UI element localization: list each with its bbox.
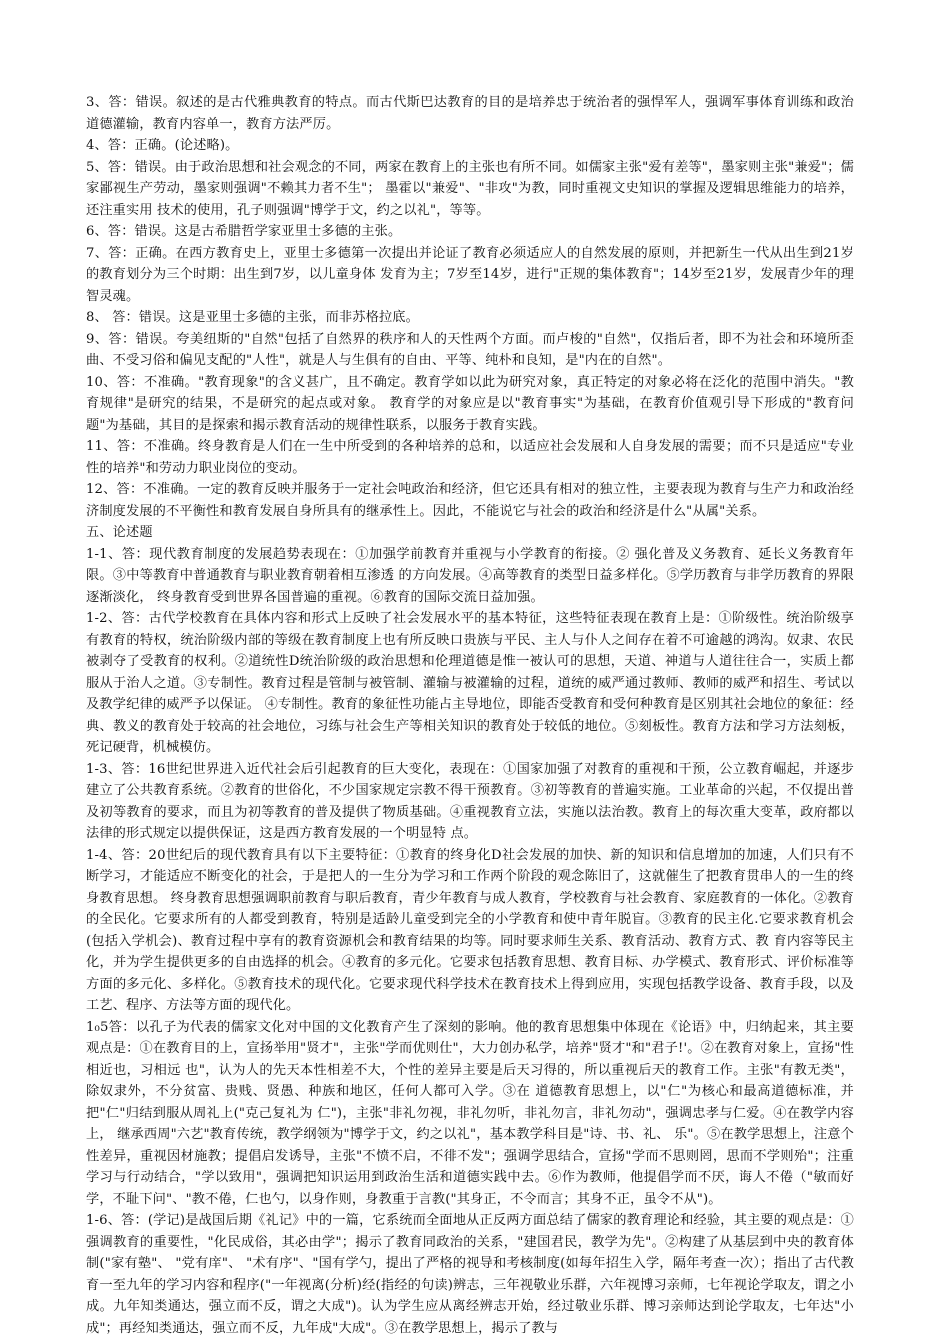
- answer-12: 12、答：不准确。一定的教育反映并服务于一定社会吨政治和经济，但它还具有相对的独立性，主要表现为教育与生产力和政治经济制度发展的不平衡性和教育发展自身所具有的继承性上。因此，不能说它与社会的政治和经济是什么"从属"关系。: [86, 482, 854, 519]
- answer-4: 4、答：正确。(论述略)。: [86, 138, 239, 153]
- answer-5: 5、答：错误。由于政治思想和社会观念的不同，两家在教育上的主张也有所不同。如儒家主张"爱有差等"，墨家则主张"兼爱"；儒家鄙视生产劳动，墨家则强调"不赖其力者不生"； 墨霍以"兼爱"、"非攻"为教，同时重视文史知识的掌握及逻辑思维能力的培养，还注重实用 技术的使用，孔子则强调"博学于文，约之以礼"，等等。: [86, 159, 854, 218]
- essay-1-3: 1-3、答：16世纪世界进入近代社会后引起教育的巨大变化，表现在：①国家加强了对教育的重视和干预，公立教育崛起，并逐步建立了公共教育系统。②教育的世俗化，不少国家规定宗教不得干预教育。③初等教育的普遍实施。工业革命的兴起，不仅提出普及初等教育的要求，而且为初等教育的普及提供了物质基础。④重视教育立法，实施以法治教。教育上的每次重大变革，政府都以法律的形式规定以提供保证，这是西方教育发展的一个明显特 点。: [86, 761, 854, 841]
- answer-3: 3、答：错误。叙述的是古代雅典教育的特点。而古代斯巴达教育的目的是培养忠于统治者的强悍军人，强调军事体育训练和政治道德灌输，教育内容单一，教育方法严厉。: [86, 95, 854, 132]
- answer-6: 6、答：错误。这是古希腊哲学家亚里士多德的主张。: [86, 224, 402, 239]
- essay-1-5: 1₀5答：以孔子为代表的儒家文化对中国的文化教育产生了深刻的影响。他的教育思想集中体现在《论语》中，归纳起来，其主要观点是：①在教育目的上，宣扬举用"贤才"，主张"学而优则仕"，大力创办私学，培养"贤才"和"君子!'。②在教育对象上，宣扬"性相近也，习相远 也"，认为人的先天本性相差不大，个性的差异主要是后天习得的，所以重视后天的教育工作。主张"有教无类"，除奴隶外，不分贫富、贵贱、贤愚、种族和地区，任何人都可入学。③在 道德教育思想上，以"仁"为核心和最高道德标准，并把"仁"归结到服从周礼上("克己复礼为 仁")，主张"非礼勿视，非礼勿听，非礼勿言，非礼勿动"，强调忠孝与仁爱。④在教学内容上， 继承西周"六艺"教育传统，教学纲领为"博学于文，约之以礼"，基本教学科目是"诗、书、礼、 乐"。⑤在教学思想上，注意个性差异，重视因材施教；提倡启发诱导，主张"不愤不启，不徘不发"；强调学思结合，宣扬"学而不思则罔，思而不学则殆"；注重学习与行动结合，"学以致用"，强调把知识运用到政治生活和道德实践中去。⑥作为教师，他提倡学而不厌，诲人不倦（"敏而好学，不耻下问"、"教不倦，仁也勺，以身作则，身教重于言教("其身正，不令而言；其身不正，虽令不从")。: [86, 1019, 854, 1207]
- essay-1-6: 1-6、答：(学记)是战国后期《礼记》中的一篇，它系统而全面地从正反两方面总结了儒家的教育理论和经验，其主要的观点是：①强调教育的重要性，"化民成俗，其必由学"；揭示了教育同政治的关系，"建国君民，教学为先"。②构建了从基层到中央的教育体制("家有塾"、 "党有庠"、 "术有序"、"国有学勺，提出了严格的视导和考核制度(如每年招生入学，隔年考查一次）；指出了古代教育一至九年的学习内容和程序("一年视离(分析)经(指经的句读)辨志，三年视敬业乐群，六年视博习亲师，七年视论学取友，谓之小成。九年知类通达，强立而不反，谓之大成")。认为学生应从离经辨志开始，经过敬业乐群、博习亲师达到论学取友，七年达"小成"；再经知类通达，强立而不反，九年成"大成"。③在教学思想上，揭示了教与: [86, 1213, 854, 1336]
- essay-1-1: 1-1、答：现代教育制度的发展趋势表现在：①加强学前教育并重视与小学教育的衔接。② 强化普及义务教育、延长义务教育年限。③中等教育中普通教育与职业教育朝着相互渗透 的方向发展。④高等教育的类型日益多样化。⑤学历教育与非学历教育的界限逐渐淡化， 终身教育受到世界各国普遍的重视。⑥教育的国际交流日益加强。: [86, 546, 854, 605]
- answer-10: 10、答：不准确。"教育现象"的含义甚广，且不确定。教育学如以此为研究对象，真正特定的对象必将在泛化的范围中消失。"教育规律"是研究的结果，不是研究的起点或对象。 教育学的对象应是以"教育事实"为基础，在教育价值观引导下形成的"教育问题"为基础，其目的是探索和揭示教育活动的规律性联系，以服务于教育实践。: [86, 374, 854, 433]
- essay-1-4: 1-4、答：20世纪后的现代教育具有以下主要特征：①教育的终身化D社会发展的加快、新的知识和信息增加的加速，人们只有不断学习，才能适应不断变化的社会，于是把人的一生分为学习和工作两个阶段的观念陈旧了，这就催生了把教育贯串人的一生的终身教育思想。 终身教育思想强调职前教育与职后教育，青少年教育与成人教育，学校教育与社会教育、家庭教育的一体化。②教育的全民化。它要求所有的人都受到教育，特别是适龄儿童受到完全的小学教育和使中青年脱盲。③教育的民主化.它要求教育机会(包括入学机会)、教育过程中享有的教育资源机会和教育结果的均等。同时要求师生关系、教育活动、教育方式、教 育内容等民主化，并为学生提供更多的自由选择的机会。④教育的多元化。它要求包括教育思想、教育目标、办学模式、教育形式、评价标准等方面的多元化、多样化。⑤教育技术的现代化。它要求现代科学技术在教育技术上得到应用，实现包括教学设备、教育手段，以及 工艺、程序、方法等方面的现代化。: [86, 847, 854, 1013]
- section-heading-essay: 五、论述题: [86, 525, 153, 540]
- answer-8: 8、 答：错误。这是亚里士多德的主张，而非苏格拉底。: [86, 310, 419, 325]
- document-page: [86, 92, 854, 1339]
- essay-1-2: 1-2、答：古代学校教育在具体内容和形式上反映了社会发展水平的基本特征，这些特征表现在教育上是：①阶级性。统治阶级享有教育的特权，统治阶级内部的等级在教育制度上也有所反映口贵族与平民、主人与仆人之间存在着不可逾越的鸿沟。奴隶、农民被剥夺了受教育的权利。②道统性D统治阶级的政治思想和伦理道德是惟一被认可的思想，天道、神道与人道往往合一，实质上都服从于治人之道。③专制性。教育过程是管制与被管制、灌输与被灌输的过程，道统的威严通过教师、教师的威严和招生、考试以及教学纪律的威严予以保证。 ④专制性。教育的象征性功能占主导地位，即能否受教育和受何种教育是区别其社会地位的象征：经典、教义的教育处于较高的社会地位，习练与社会生产等相关知识的教育处于较低的地位。⑤刻板性。教育方法和学习方法刻板，死记硬背，机械模仿。: [86, 611, 854, 755]
- answer-11: 11、答：不准确。终身教育是人们在一生中所受到的各种培养的总和，以适应社会发展和人自身发展的需要；而不只是适应"专业性的培养"和劳动力职业岗位的变动。: [86, 439, 854, 476]
- answer-7: 7、答：正确。在西方教育史上，亚里士多德第一次提出并论证了教育必须适应人的自然发展的原则，并把新生一代从出生到21岁的教育划分为三个时期：出生到7岁，以儿童身体 发育为主；7岁至14岁，进行"正规的集体教育"；14岁至21岁，发展青少年的理智灵魂。: [86, 245, 854, 304]
- answer-9: 9、答：错误。夸美纽斯的"自然"包括了自然界的秩序和人的天性两个方面。而卢梭的"自然"，仅指后者，即不为社会和环境所歪曲、不受习俗和偏见支配的"人性"，就是人与生俱有的自由、平等、纯朴和良知，是"内在的自然"。: [86, 331, 854, 368]
